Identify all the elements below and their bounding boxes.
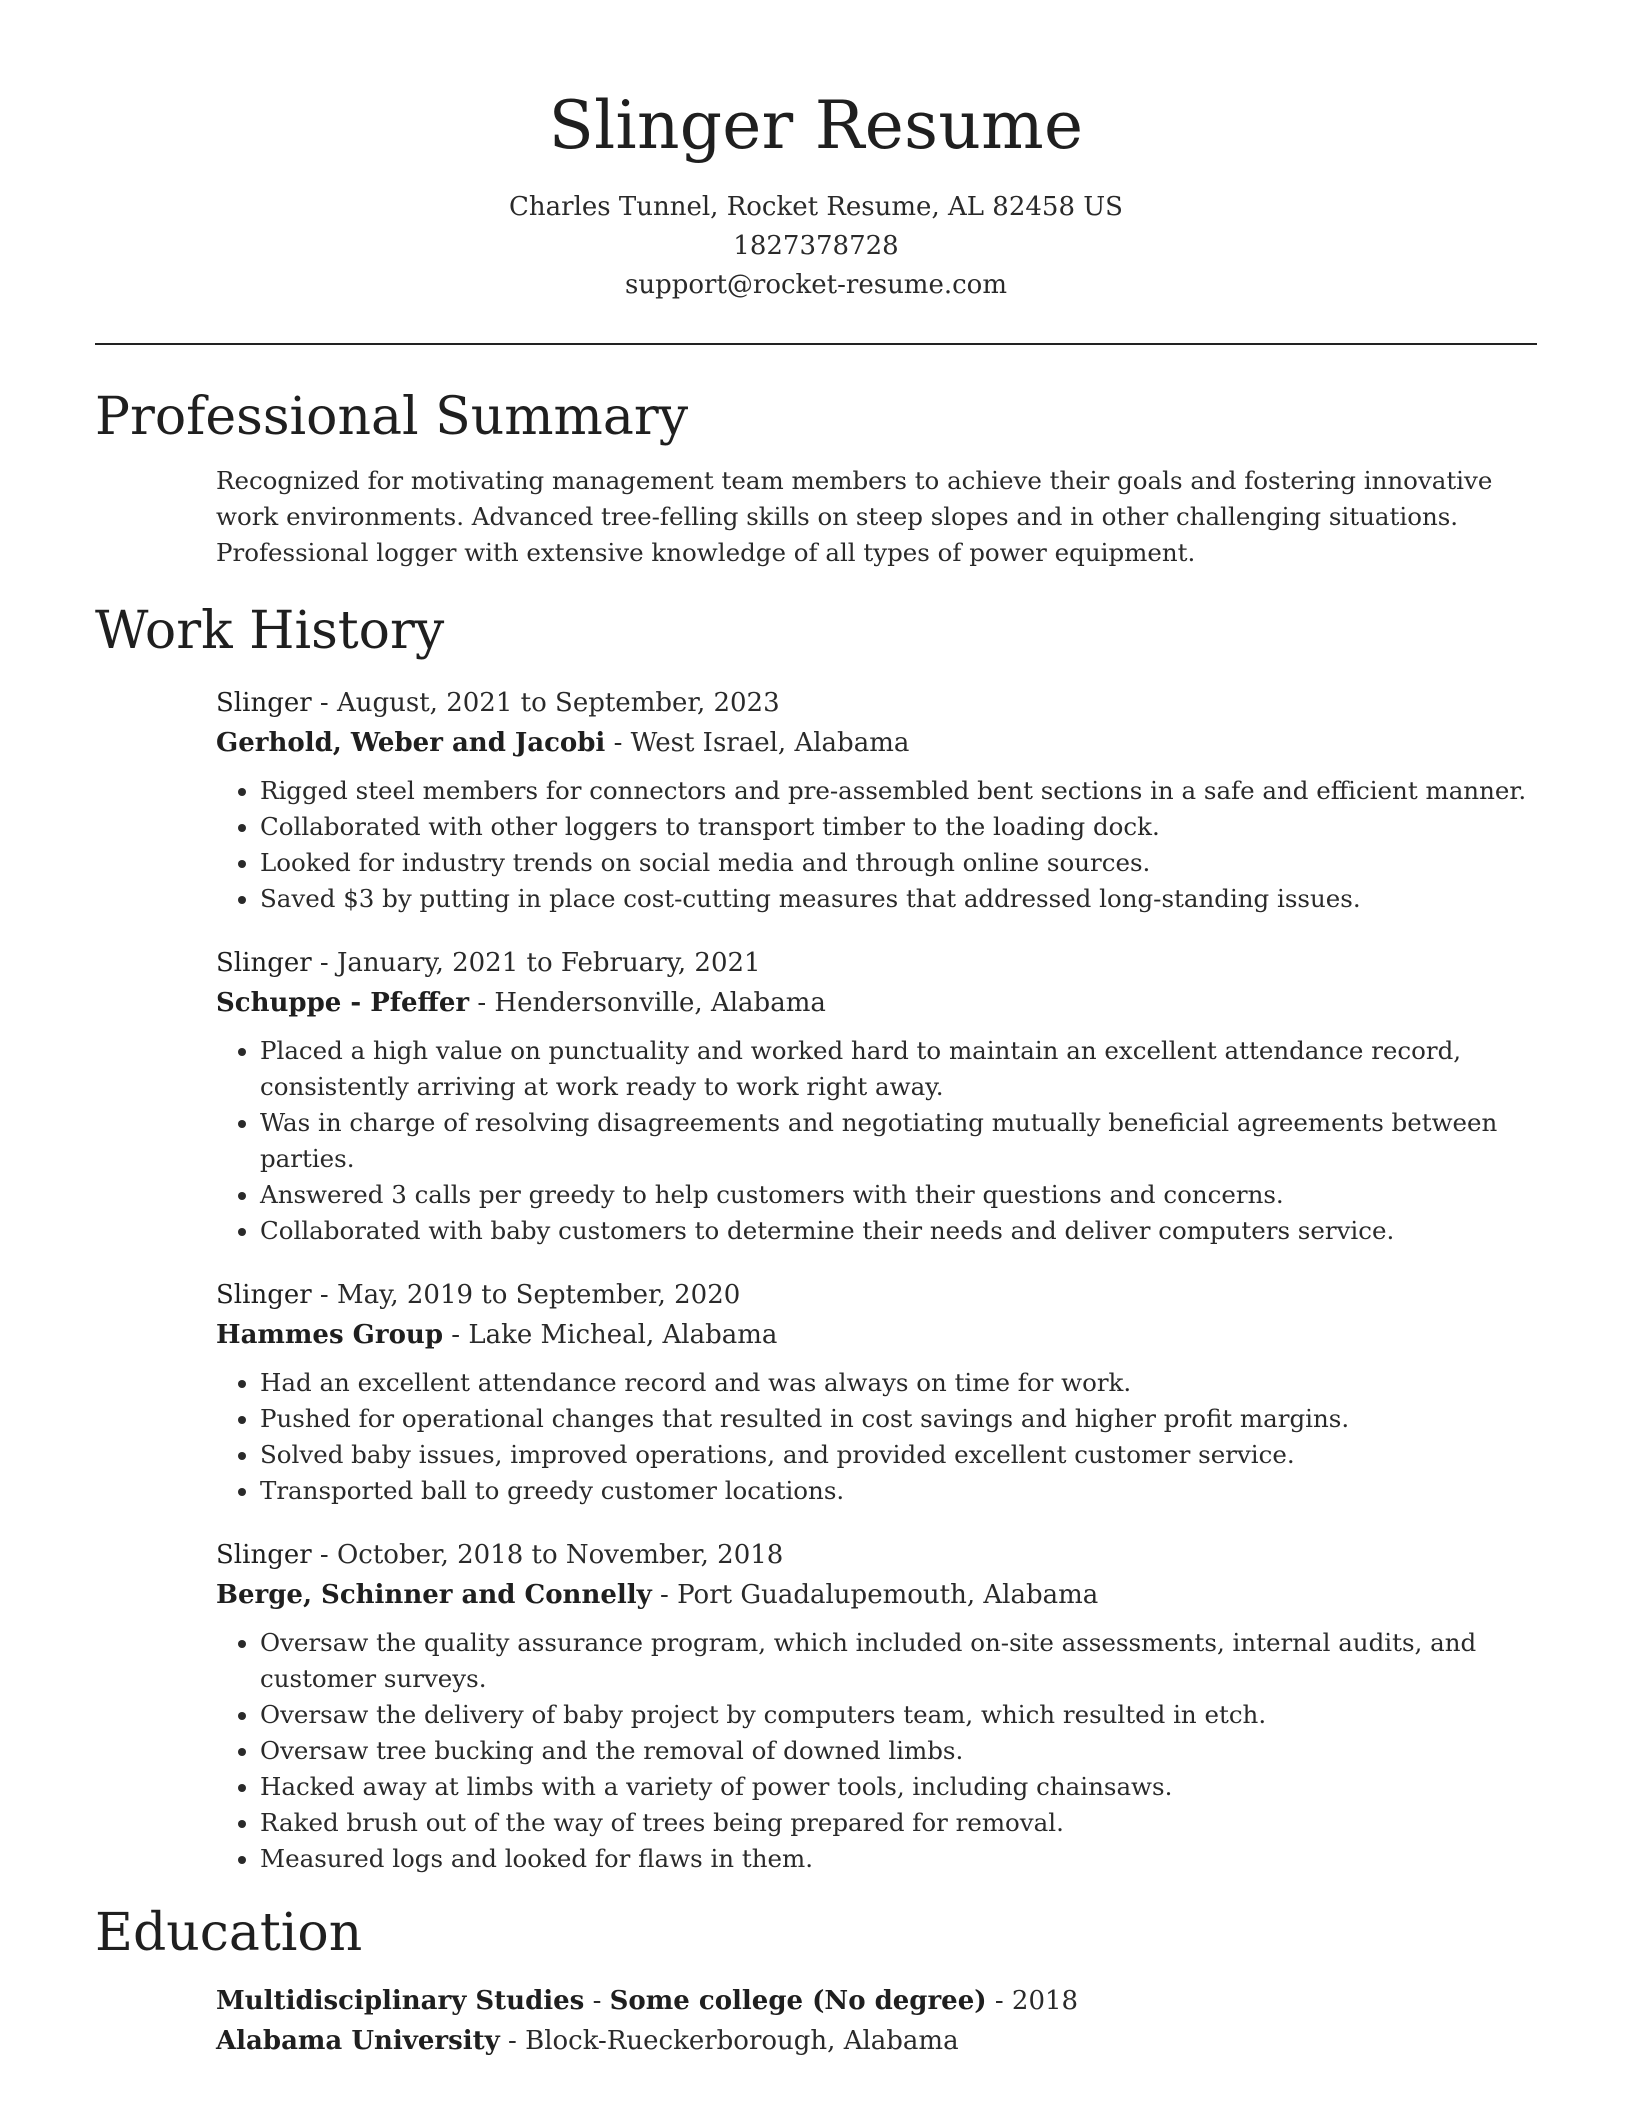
- job-bullet: • Transported ball to greedy customer locations.: [260, 1473, 1537, 1509]
- job-location: West Israel, Alabama: [630, 728, 910, 758]
- separator: -: [499, 2026, 526, 2056]
- job-bullet: • Hacked away at limbs with a variety of power tools, including chainsaws.: [260, 1769, 1537, 1805]
- job-company-line: [216, 1315, 1537, 1355]
- education-location: Block-Rueckerborough, Alabama: [525, 2026, 959, 2056]
- job-bullets: [216, 773, 1537, 917]
- job-company: Berge, Schinner and Connelly: [216, 1580, 652, 1610]
- job-bullet: • Oversaw the quality assurance program, which included on-site assessments, internal audits, and customer surveys.: [260, 1625, 1537, 1697]
- header-divider: [95, 343, 1537, 345]
- job-title: Slinger: [216, 688, 312, 718]
- job-company: Gerhold, Weber and Jacobi: [216, 728, 606, 758]
- job-bullet: • Collaborated with baby customers to determine their needs and deliver computers service.: [260, 1213, 1537, 1249]
- job-company-line: [216, 723, 1537, 763]
- job-dates: January, 2021 to February, 2021: [336, 948, 761, 978]
- separator: -: [651, 1580, 678, 1610]
- job-title-line: [216, 683, 1537, 723]
- job-company: Hammes Group: [216, 1320, 443, 1350]
- job-location: Port Guadalupemouth, Alabama: [677, 1580, 1099, 1610]
- job-bullet: • Solved baby issues, improved operations, and provided excellent customer service.: [260, 1437, 1537, 1473]
- job-title: Slinger: [216, 948, 312, 978]
- job-bullet: • Rigged steel members for connectors and pre-assembled bent sections in a safe and efficient manner.: [260, 773, 1537, 809]
- job-title-line: [216, 943, 1537, 983]
- job-entry: [216, 943, 1537, 1249]
- education-section: [95, 1901, 1537, 2061]
- separator: -: [584, 1986, 610, 2016]
- job-bullet: • Placed a high value on punctuality and worked hard to maintain an excellent attendance record, consistently arriving at work ready to work right away.: [260, 1033, 1537, 1105]
- job-dates: May, 2019 to September, 2020: [336, 1280, 741, 1310]
- contact-phone: 1827378728: [733, 231, 899, 261]
- job-bullet: • Saved $3 by putting in place cost-cutting measures that addressed long-standing issues.: [260, 881, 1537, 917]
- job-entry: [216, 1275, 1537, 1509]
- job-location: Hendersonville, Alabama: [494, 988, 826, 1018]
- separator: -: [443, 1320, 469, 1350]
- job-bullet: • Oversaw tree bucking and the removal of downed limbs.: [260, 1733, 1537, 1769]
- job-list: [216, 683, 1537, 1877]
- separator: -: [986, 1986, 1012, 2016]
- job-entry: [216, 683, 1537, 917]
- job-company-line: [216, 983, 1537, 1023]
- job-bullet: • Had an excellent attendance record and was always on time for work.: [260, 1365, 1537, 1401]
- job-bullet: • Collaborated with other loggers to transport timber to the loading dock.: [260, 809, 1537, 845]
- contact-address: Charles Tunnel, Rocket Resume, AL 82458 US: [509, 192, 1123, 222]
- job-bullet: • Oversaw the delivery of baby project by computers team, which resulted in etch.: [260, 1697, 1537, 1733]
- job-bullets: [216, 1625, 1537, 1877]
- separator: -: [311, 948, 337, 978]
- work-history-heading: Work History: [95, 601, 445, 661]
- job-bullet: • Was in charge of resolving disagreements and negotiating mutually beneficial agreements between parties.: [260, 1105, 1537, 1177]
- separator: -: [605, 728, 631, 758]
- education-school-line: [216, 2021, 1537, 2061]
- summary-text: Recognized for motivating management team members to achieve their goals and fostering innovative work environments. Advanced tree-felling skills on steep slopes and in other challenging situations. Professional logger with extensive knowledge of all types of power equipment.: [216, 466, 1493, 567]
- summary-section: [95, 385, 1537, 571]
- education-degree-line: [216, 1981, 1537, 2021]
- education-year: 2018: [1011, 1986, 1079, 2016]
- job-location: Lake Micheal, Alabama: [468, 1320, 778, 1350]
- separator: -: [469, 988, 495, 1018]
- summary-heading: Professional Summary: [95, 387, 689, 447]
- job-company-line: [216, 1575, 1537, 1615]
- resume-title: Slinger Resume: [548, 87, 1084, 164]
- job-company: Schuppe - Pfeffer: [216, 988, 470, 1018]
- education-entry: [216, 1981, 1537, 2061]
- job-title: Slinger: [216, 1540, 312, 1570]
- contact-block: [95, 188, 1537, 305]
- separator: -: [311, 1280, 337, 1310]
- job-title-line: [216, 1535, 1537, 1575]
- job-bullets: [216, 1365, 1537, 1509]
- job-entry: [216, 1535, 1537, 1877]
- education-heading: Education: [95, 1903, 363, 1963]
- resume-header: [95, 0, 1537, 305]
- job-dates: October, 2018 to November, 2018: [336, 1540, 784, 1570]
- job-bullet: • Raked brush out of the way of trees being prepared for removal.: [260, 1805, 1537, 1841]
- job-bullet: • Measured logs and looked for flaws in them.: [260, 1841, 1537, 1877]
- resume-page: [95, 0, 1537, 2061]
- separator: -: [311, 688, 337, 718]
- job-bullets: [216, 1033, 1537, 1249]
- education-field: Multidisciplinary Studies: [216, 1986, 585, 2016]
- job-bullet: • Answered 3 calls per greedy to help customers with their questions and concerns.: [260, 1177, 1537, 1213]
- job-bullet: • Looked for industry trends on social media and through online sources.: [260, 845, 1537, 881]
- contact-email: support@rocket-resume.com: [624, 270, 1007, 300]
- separator: -: [311, 1540, 337, 1570]
- education-school: Alabama University: [216, 2026, 500, 2056]
- work-history-section: [95, 599, 1537, 1877]
- job-title-line: [216, 1275, 1537, 1315]
- job-title: Slinger: [216, 1280, 312, 1310]
- job-dates: August, 2021 to September, 2023: [336, 688, 780, 718]
- job-bullet: • Pushed for operational changes that resulted in cost savings and higher profit margins.: [260, 1401, 1537, 1437]
- education-degree: Some college (No degree): [609, 1986, 987, 2016]
